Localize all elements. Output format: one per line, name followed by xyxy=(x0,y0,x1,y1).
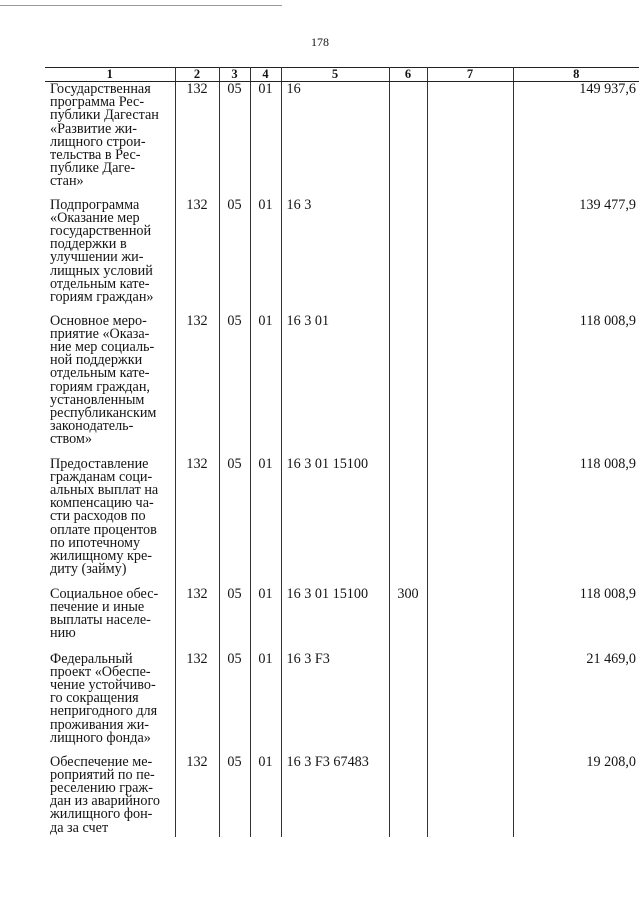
target-article-cell: 16 3 xyxy=(281,198,389,314)
ministry-code-cell: 132 xyxy=(175,652,219,755)
row-name-cell: Обеспечение ме- роприятий по пе- реселению граж- дан из аварийного жилищного фон- да за счет xyxy=(45,755,175,837)
section-code-cell: 05 xyxy=(219,652,250,755)
table-row xyxy=(45,82,639,198)
header-col-3: 3 xyxy=(219,68,250,82)
expense-type-cell xyxy=(389,755,427,837)
ministry-code-cell: 132 xyxy=(175,457,219,587)
target-article-cell: 16 3 01 15100 xyxy=(281,457,389,587)
subsection-code-cell: 01 xyxy=(250,755,281,837)
amount-cell: 118 008,9 xyxy=(513,457,639,587)
target-article-cell: 16 3 F3 67483 xyxy=(281,755,389,837)
amount-cell: 149 937,6 xyxy=(513,82,639,198)
subsection-code-cell: 01 xyxy=(250,82,281,198)
section-code-cell: 05 xyxy=(219,587,250,652)
col7-cell xyxy=(427,457,513,587)
subsection-code-cell: 01 xyxy=(250,652,281,755)
header-col-4: 4 xyxy=(250,68,281,82)
expense-type-cell xyxy=(389,652,427,755)
ministry-code-cell: 132 xyxy=(175,755,219,837)
col7-cell xyxy=(427,198,513,314)
expense-type-cell xyxy=(389,314,427,457)
subsection-code-cell: 01 xyxy=(250,198,281,314)
row-name-cell: Государственная программа Рес- публики Дагестан «Развитие жи- лищного строи- тельства в Рес- публике Даге- стан» xyxy=(45,82,175,198)
table-row xyxy=(45,587,639,652)
row-name-cell: Социальное обес- печение и иные выплаты населе- нию xyxy=(45,587,175,652)
table-row xyxy=(45,755,639,837)
amount-cell: 19 208,0 xyxy=(513,755,639,837)
target-article-cell: 16 3 01 15100 xyxy=(281,587,389,652)
table-row xyxy=(45,652,639,755)
amount-cell: 118 008,9 xyxy=(513,587,639,652)
ministry-code-cell: 132 xyxy=(175,314,219,457)
table-header-row xyxy=(45,68,639,82)
subsection-code-cell: 01 xyxy=(250,457,281,587)
section-code-cell: 05 xyxy=(219,457,250,587)
header-col-1: 1 xyxy=(45,68,175,82)
header-col-5: 5 xyxy=(281,68,389,82)
row-name-cell: Основное меро- приятие «Оказа- ние мер социаль- ной поддержки отдельным кате- гориям граждан, установленным республиканским законодатель- ством» xyxy=(45,314,175,457)
expense-type-cell xyxy=(389,82,427,198)
subsection-code-cell: 01 xyxy=(250,314,281,457)
amount-cell: 139 477,9 xyxy=(513,198,639,314)
target-article-cell: 16 3 F3 xyxy=(281,652,389,755)
table-row xyxy=(45,457,639,587)
section-code-cell: 05 xyxy=(219,314,250,457)
row-name-cell: Подпрограмма «Оказание мер государственной поддержки в улучшении жи- лищных условий отдельным кате- гориям граждан» xyxy=(45,198,175,314)
row-name-cell: Предоставление гражданам соци- альных выплат на компенсацию ча- сти расходов по оплате процентов по ипотечному жилищному кре- диту (займу) xyxy=(45,457,175,587)
ministry-code-cell: 132 xyxy=(175,198,219,314)
section-code-cell: 05 xyxy=(219,755,250,837)
header-col-7: 7 xyxy=(427,68,513,82)
ministry-code-cell: 132 xyxy=(175,82,219,198)
budget-table xyxy=(45,67,639,837)
target-article-cell: 16 3 01 xyxy=(281,314,389,457)
col7-cell xyxy=(427,314,513,457)
ministry-code-cell: 132 xyxy=(175,587,219,652)
col7-cell xyxy=(427,755,513,837)
row-name-cell: Федеральный проект «Обеспе- чение устойчиво- го сокращения непригодного для проживания жи- лищного фонда» xyxy=(45,652,175,755)
section-code-cell: 05 xyxy=(219,198,250,314)
amount-cell: 21 469,0 xyxy=(513,652,639,755)
header-col-2: 2 xyxy=(175,68,219,82)
expense-type-cell xyxy=(389,198,427,314)
target-article-cell: 16 xyxy=(281,82,389,198)
col7-cell xyxy=(427,652,513,755)
expense-type-cell: 300 xyxy=(389,587,427,652)
expense-type-cell xyxy=(389,457,427,587)
top-rule xyxy=(0,5,282,6)
col7-cell xyxy=(427,82,513,198)
col7-cell xyxy=(427,587,513,652)
table-row xyxy=(45,314,639,457)
amount-cell: 118 008,9 xyxy=(513,314,639,457)
section-code-cell: 05 xyxy=(219,82,250,198)
header-col-8: 8 xyxy=(513,68,639,82)
page-number: 178 xyxy=(311,35,329,49)
header-col-6: 6 xyxy=(389,68,427,82)
table-row xyxy=(45,198,639,314)
subsection-code-cell: 01 xyxy=(250,587,281,652)
